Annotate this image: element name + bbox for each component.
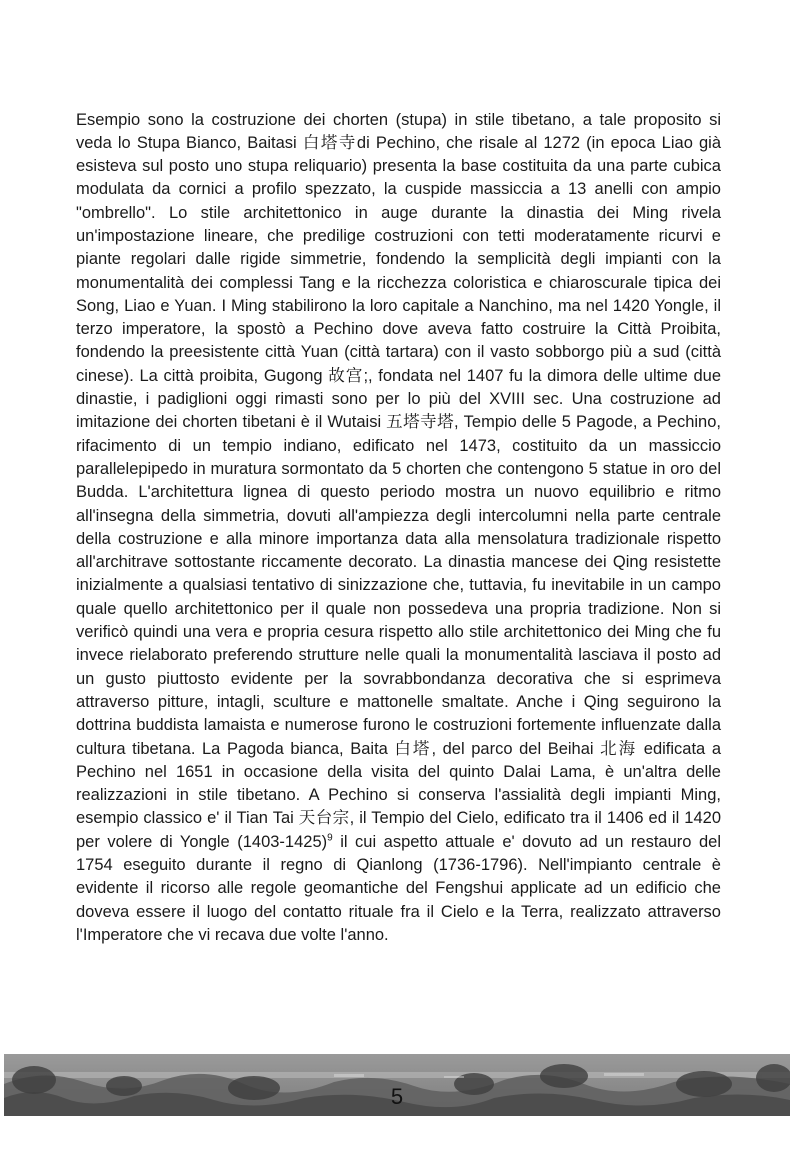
body-text-part-2: il cui aspetto attuale e' dovuto ad un restauro del 1754 eseguito durante il regno di Qianlong (1736-1796). Nell'impianto centrale è evidente il ricorso alle regole geomantiche del Fengshui applicate ad un edificio che doveva essere il luogo del contatto rituale fra il Cielo e la Terra, realizzato attraverso l'Imperatore che vi recava due volte l'anno. [76,832,721,944]
body-text-part-1: Esempio sono la costruzione dei chorten (stupa) in stile tibetano, a tale proposito si veda lo Stupa Bianco, Baitasi 白塔寺di Pechino, che risale al 1272 (in epoca Liao già esisteva sul posto uno stupa reliquario) presenta la base costituita da una parte cubica modulata da cornici a profilo spezzato, la cuspide massiccia a 13 anelli con ampio "ombrello". Lo stile architettonico in auge durante la dinastia dei Ming rivela un'impostazione lineare, che predilige costruzioni con tetti moderatamente ricurvi e piante regolari dalle rigide simmetrie, fondendo la semplicità degli impianti con la monumentalità dei complessi Tang e la ricchezza coloristica e chiaroscurale tipica dei Song, Liao e Yuan. I Ming stabilirono la loro capitale a Nanchino, ma nel 1420 Yongle, il terzo imperatore, la spostò a Pechino dove aveva fatto costruire la Città Proibita, fondendo la preesistente città Yuan (città tartara) con il vasto sobborgo più a sud (città cinese). La città proibita, Gugong 故宫;, fondata nel 1407 fu la dimora delle ultime due dinastie, i padiglioni oggi rimasti sono per lo più del XVIII sec. Una costruzione ad imitazione dei chorten tibetani è il Wutaisi 五塔寺塔, Tempio delle 5 Pagode, a Pechino, rifacimento di un tempio indiano, edificato nel 1473, costituito da un massiccio parallelepipedo in muratura sormontato da 5 chorten che contengono 5 statue in oro del Budda. L'architettura lignea di questo periodo mostra un nuovo equilibrio e ritmo all'insegna della simmetria, dovuti all'ampiezza degli intercolumni nella parte centrale della costruzione e alla minore importanza data alla mensolatura tradizionale rispetto all'architrave sottostante riccamente decorato. La dinastia mancese dei Qing resistette inizialmente a qualsiasi tentativo di sinizzazione che, tuttavia, fu inevitabile in un campo quale quello architettonico per il quale non possedeva una propria tradizione. Non si verificò quindi una vera e propria cesura rispetto allo stile architettonico dei Ming che fu invece rielaborato preferendo strutture nelle quali la monumentalità lasciava il posto ad un gusto piuttosto evidente per la sovrabbondanza decorativa che si esprimeva attraverso pitture, intagli, sculture e mattonelle smaltate. Anche i Qing seguirono la dottrina buddista lamaista e numerose furono le costruzioni fortemente influenzate dalla cultura tibetana. La Pagoda bianca, Baita 白塔, del parco del Beihai 北海 edificata a Pechino nel 1651 in occasione della visita del quinto Dalai Lama, è un'altra delle realizzazioni in stile tibetano. A Pechino si conserva l'assialità degli impianti Ming, esempio classico e' il Tian Tai 天台宗, il Tempio del Cielo, edificato tra il 1406 ed il 1420 per volere di Yongle (1403-1425) [76,110,721,851]
body-paragraph [76,109,721,948]
footnote-reference[interactable]: 9 [327,832,333,844]
page-number: 5 [390,1084,404,1109]
footer-photo-band [4,1054,790,1116]
